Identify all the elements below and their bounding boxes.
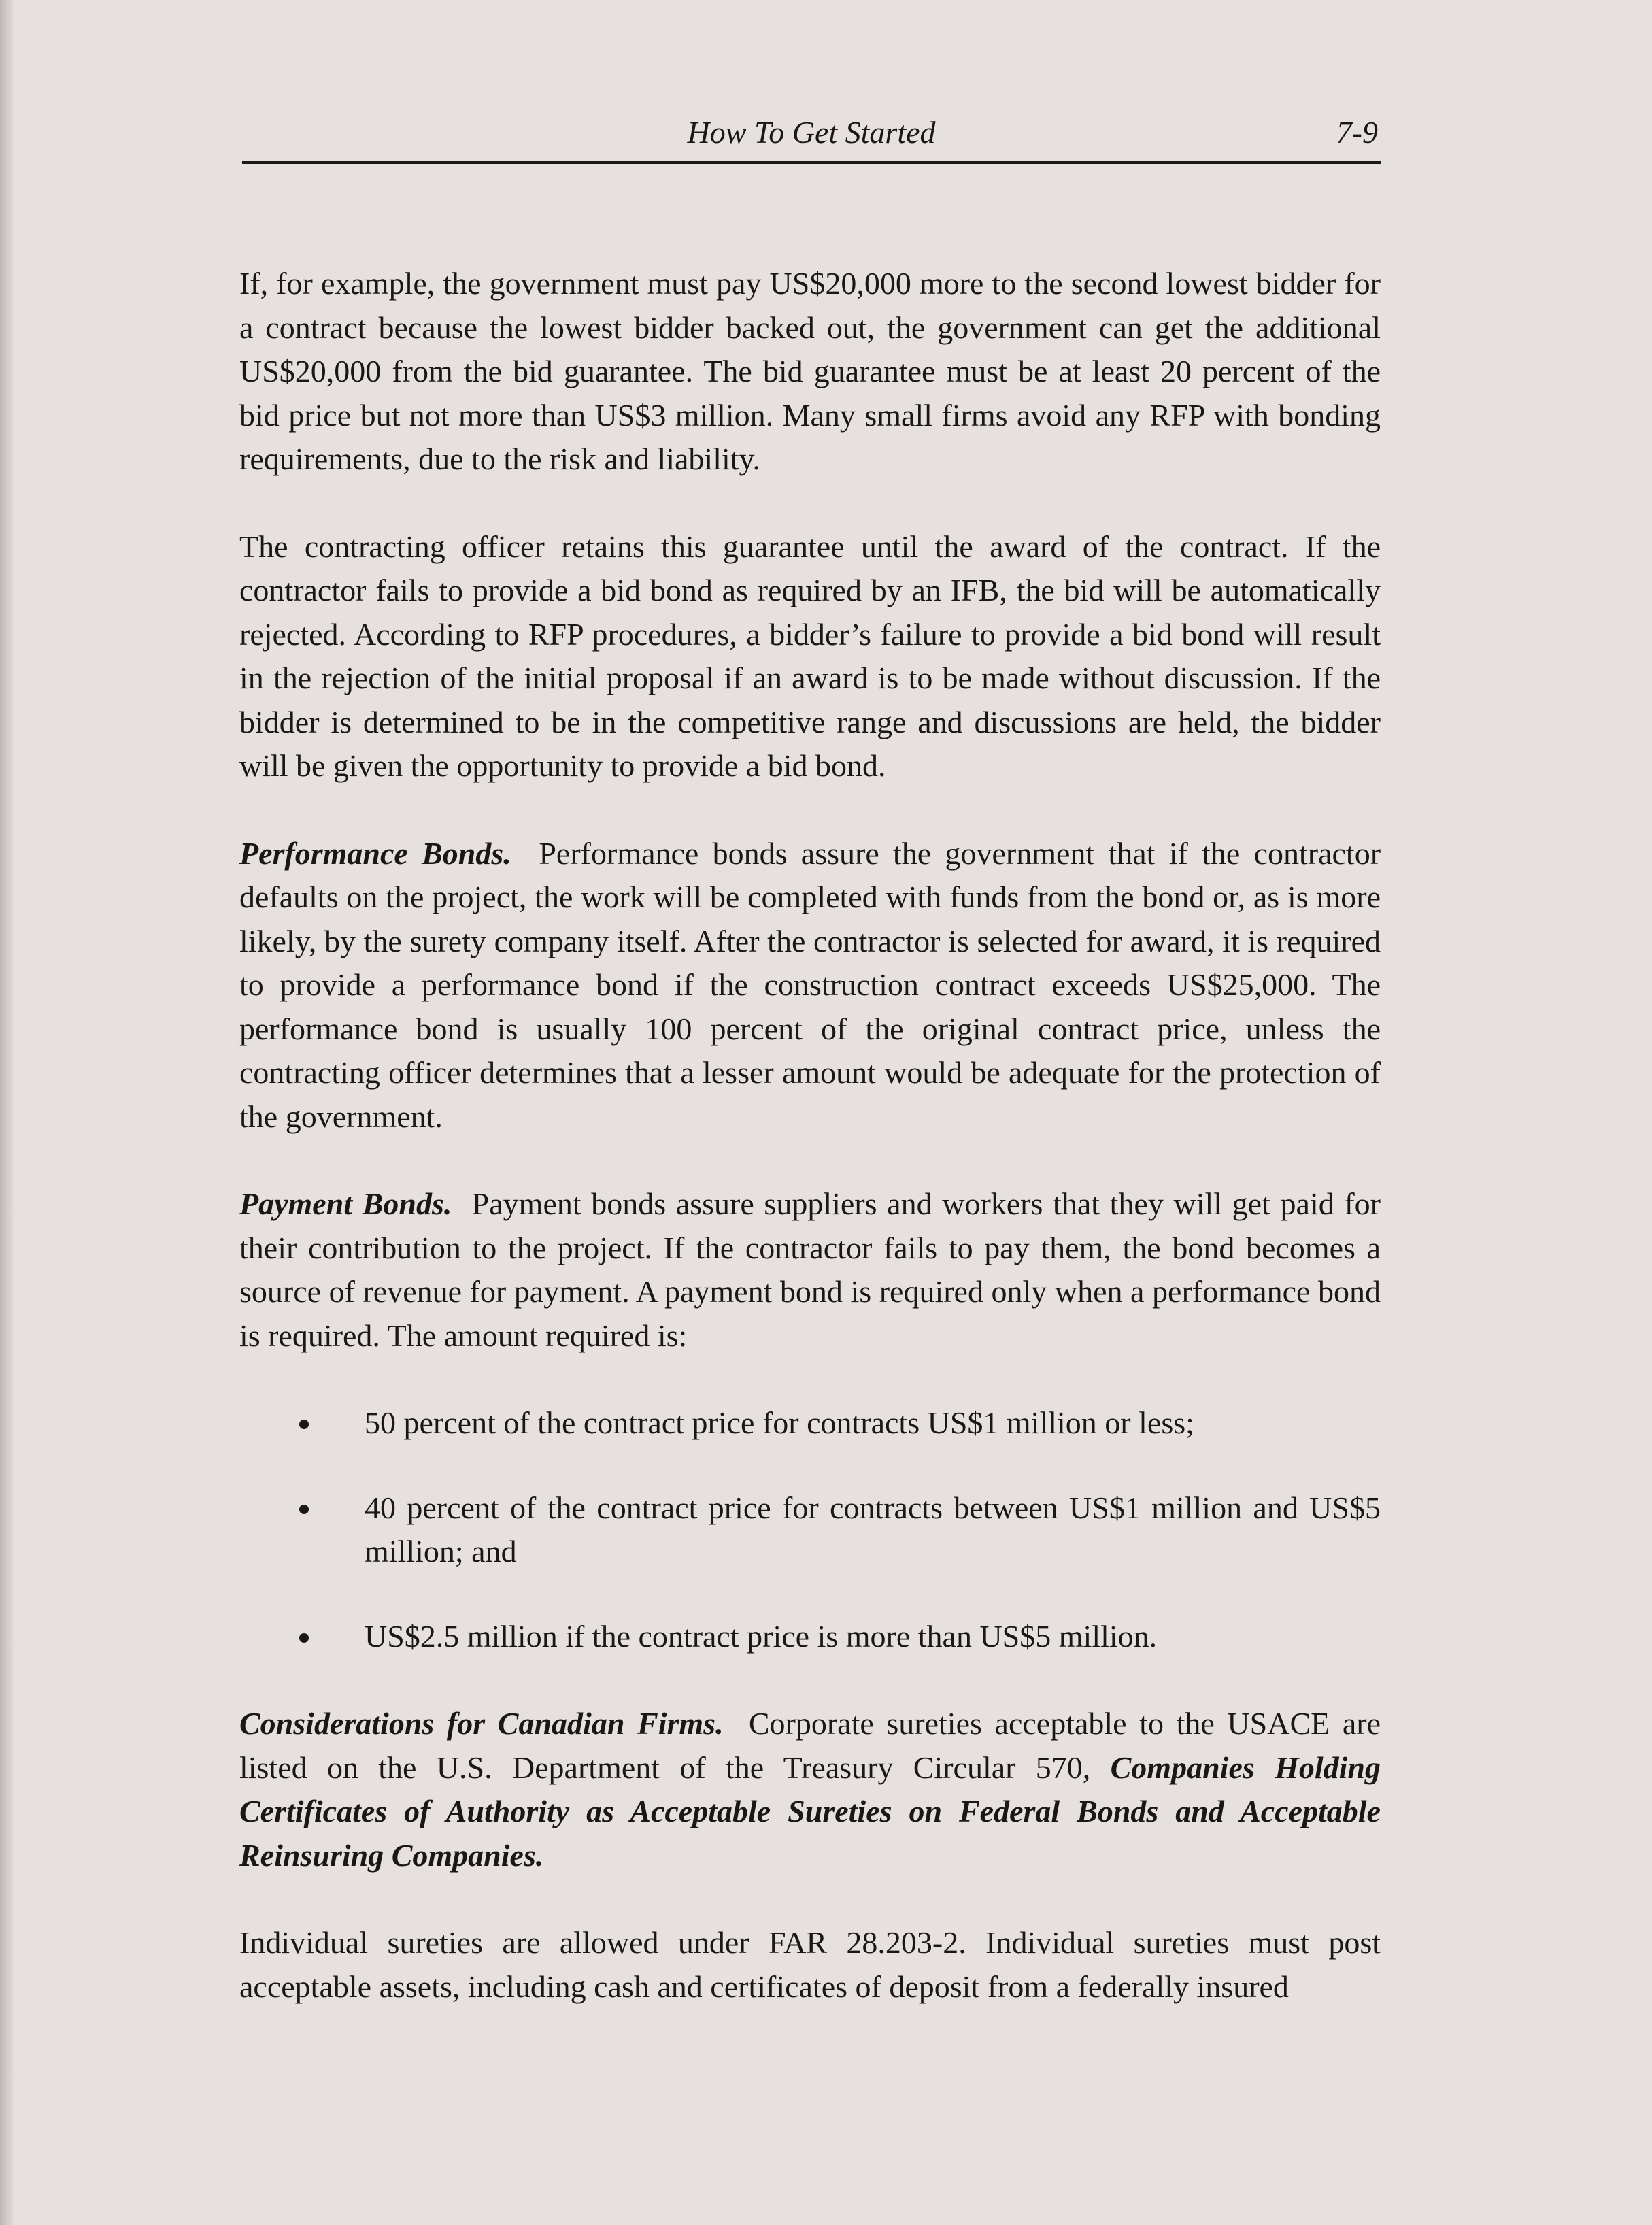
payment-bonds-text: Payment bonds assure suppliers and workers that they will get paid for their contribution to the project. If the contractor fails to pay them, the bond becomes a source of revenue for payment. A payment bond is required only when a performance bond is required. The amount required is:	[239, 1186, 1381, 1353]
treasury-circular-title: Companies Holding Certificates of Authority as Acceptable Sureties on Federal Bonds and Acceptable Reinsuring Companies.	[239, 1750, 1381, 1873]
performance-bonds-text: Performance bonds assure the government that if the contractor defaults on the project, the work will be completed with funds from the bond or, as is more likely, by the surety company itself. After the contractor is selected for award, it is required to provide a performance bond if the construction contract exceeds US$25,000. The performance bond is usually 100 percent of the original contract price, unless the contracting officer determines that a lesser amount would be adequate for the protection of the government.	[239, 835, 1381, 1134]
list-item-text: 40 percent of the contract price for contracts between US$1 million and US$5 million; and	[365, 1490, 1381, 1569]
list-item	[239, 1486, 1381, 1574]
list-item	[239, 1615, 1381, 1659]
running-title: How To Get Started	[687, 115, 936, 150]
list-item-text: 50 percent of the contract price for contracts US$1 million or less;	[365, 1405, 1194, 1440]
body-text	[239, 262, 1381, 2052]
paragraph-payment-bonds	[239, 1182, 1381, 1358]
paragraph-canadian-firms	[239, 1702, 1381, 1877]
page-gutter-shadow	[0, 0, 15, 2225]
canadian-firms-text: Corporate sureties acceptable to the USACE are listed on the U.S. Department of the Treasury Circular 570,	[239, 1706, 1381, 1785]
bullet-icon	[299, 1505, 309, 1514]
paragraph-bid-guarantee: If, for example, the government must pay US$20,000 more to the second lowest bidder for a contract because the lowest bidder backed out, the government can get the additional US$20,000 from the bid guarantee. The bid guarantee must be at least 20 percent of the bid price but not more than US$3 million. Many small firms avoid any RFP with bonding requirements, due to the risk and liability.	[239, 266, 1381, 476]
bullet-icon	[299, 1633, 309, 1643]
paragraph-contracting-officer: The contracting officer retains this guarantee until the award of the contract. If the contractor fails to provide a bid bond as required by an IFB, the bid will be automatically rejected. According to RFP procedures, a bidder’s failure to provide a bid bond will result in the rejection of the initial proposal if an award is to be made without discussion. If the bidder is determined to be in the competitive range and discussions are held, the bidder will be given the opportunity to provide a bid bond.	[239, 529, 1381, 783]
canadian-firms-heading: Considerations for Canadian Firms.	[239, 1706, 724, 1741]
payment-bonds-heading: Payment Bonds.	[239, 1186, 452, 1221]
payment-amount-list	[239, 1401, 1381, 1658]
running-header	[242, 109, 1381, 164]
performance-bonds-heading: Performance Bonds.	[239, 835, 511, 871]
bullet-icon	[299, 1420, 309, 1429]
list-item	[239, 1401, 1381, 1445]
paragraph-individual-sureties: Individual sureties are allowed under FAR 28.203-2. Individual sureties must post acceptable assets, including cash and certificates of deposit from a federally insured	[239, 1925, 1381, 2004]
list-item-text: US$2.5 million if the contract price is more than US$5 million.	[365, 1618, 1158, 1654]
paragraph-performance-bonds	[239, 832, 1381, 1139]
page-number: 7-9	[1336, 115, 1378, 150]
